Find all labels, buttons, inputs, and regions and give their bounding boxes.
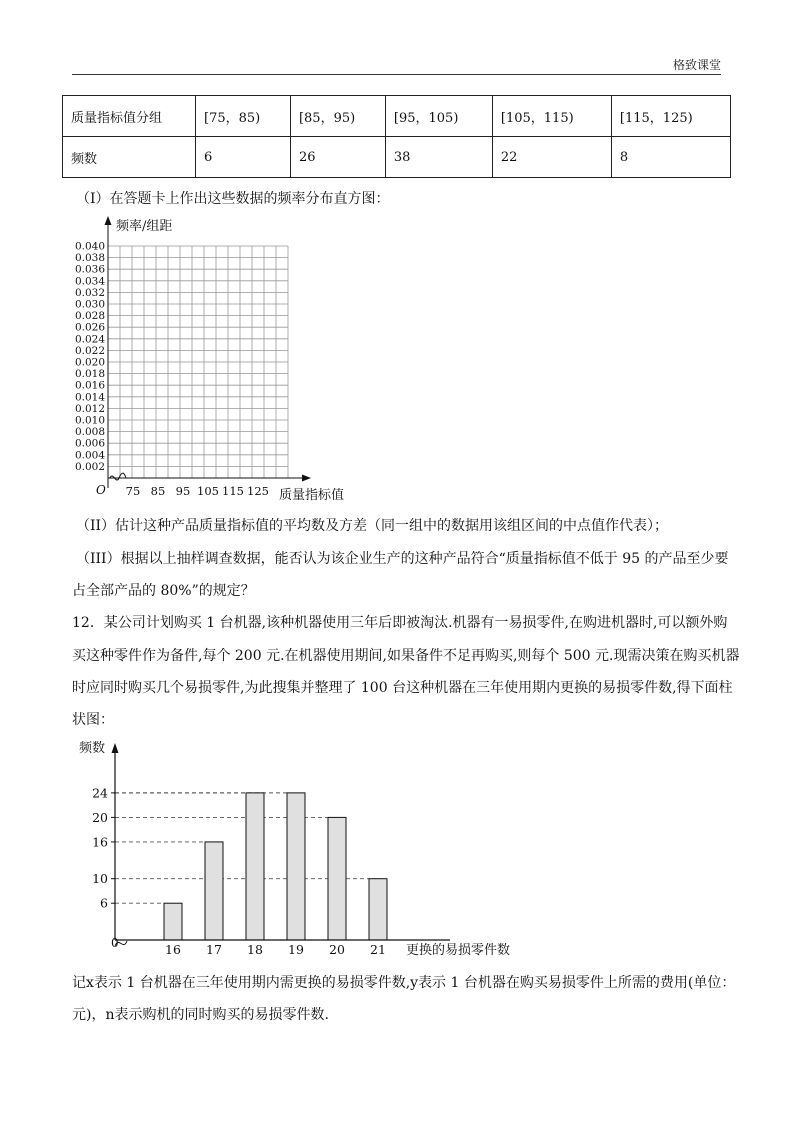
bars <box>164 793 387 940</box>
y-tick-label: 0.034 <box>74 275 105 288</box>
y-axis-arrow <box>112 743 119 753</box>
x-tick-labels <box>126 484 269 498</box>
table-row <box>63 137 731 178</box>
x-tick-label: 115 <box>222 484 244 498</box>
x-axis-label: 更换的易损零件数 <box>406 943 511 958</box>
y-tick-label: 0.038 <box>74 252 105 265</box>
y-tick-label: 0.004 <box>74 449 105 462</box>
axis-break-mark <box>110 473 126 480</box>
header-brand: 格致课堂 <box>672 58 721 72</box>
x-tick-label: 75 <box>125 484 141 498</box>
grid <box>108 246 288 478</box>
y-tick-labels <box>75 241 105 473</box>
y-axis-label: 频率/组距 <box>116 219 173 234</box>
origin-label: O <box>96 483 106 497</box>
footer-text-line1: 记x表示 1 台机器在三年使用期内需更换的易损零件数,y表示 1 台机器在购买易损零件上所需的费用(单位： <box>72 975 736 991</box>
q12-text-line4: 状图： <box>72 712 114 728</box>
x-tick-label: 20 <box>329 942 345 957</box>
y-tick-label: 0.020 <box>74 356 105 369</box>
table-row <box>63 96 731 137</box>
table-cell: [115，125) <box>611 96 730 137</box>
part2-text: （II）估计这种产品质量指标值的平均数及方差（同一组中的数据用该组区间的中点值作代表）； <box>76 518 669 534</box>
y-tick-label: 6 <box>100 895 108 911</box>
y-tick-label: 0.016 <box>74 379 105 392</box>
y-tick-label: 10 <box>92 871 108 887</box>
y-tick-labels <box>92 785 115 910</box>
table-cell: [95，105) <box>385 96 492 137</box>
bar-chart <box>70 732 530 960</box>
bar <box>205 842 223 940</box>
x-axis-arrow <box>302 475 311 482</box>
origin-label: 0 <box>111 936 119 950</box>
x-tick-label: 16 <box>165 942 181 957</box>
part1-text: （I）在答题卡上作出这些数据的频率分布直方图： <box>76 191 390 207</box>
table-cell: 6 <box>196 137 291 178</box>
y-tick-label: 0.002 <box>74 460 105 473</box>
x-tick-label: 125 <box>247 484 269 498</box>
y-tick-label: 0.036 <box>74 263 105 276</box>
bar <box>246 793 264 940</box>
bar <box>369 879 387 940</box>
table-cell: 26 <box>290 137 385 178</box>
y-tick-label: 0.018 <box>74 368 105 381</box>
y-tick-label: 0.030 <box>74 298 105 311</box>
y-tick-label: 0.014 <box>74 391 105 404</box>
table-cell: 38 <box>385 137 492 178</box>
header-rule <box>72 74 721 75</box>
y-tick-label: 0.022 <box>74 344 105 357</box>
x-tick-label: 105 <box>197 484 219 498</box>
q12-text-line2: 买这种零件作为备件,每个 200 元.在机器使用期间,如果备件不足再购买,则每个 500 元.现需决策在购买机器 <box>72 648 740 664</box>
q12-text-line1: 12．某公司计划购买 1 台机器,该种机器使用三年后即被淘汰.机器有一易损零件,在购进机器时,可以额外购 <box>72 615 728 631</box>
bar <box>164 903 182 940</box>
y-tick-label: 0.032 <box>74 286 105 299</box>
part3-text-line1: （III）根据以上抽样调查数据，能否认为该企业生产的这种产品符合“质量指标值不低于 95 的产品至少要 <box>76 551 729 567</box>
x-tick-label: 19 <box>288 942 304 957</box>
y-axis-arrow <box>105 216 112 225</box>
q12-text-line3: 时应同时购买几个易损零件,为此搜集并整理了 100 台这种机器在三年使用期内更换的易损零件数,得下面柱 <box>72 680 733 696</box>
table-cell: 8 <box>611 137 730 178</box>
y-tick-label: 20 <box>92 809 108 825</box>
frequency-histogram-grid <box>60 210 360 508</box>
y-tick-label: 0.010 <box>74 414 105 427</box>
bar <box>328 817 346 940</box>
x-tick-label: 17 <box>206 942 222 957</box>
table-cell: 22 <box>492 137 611 178</box>
table-cell: [105，115) <box>492 96 611 137</box>
x-tick-label: 85 <box>150 484 166 498</box>
table-cell: 频数 <box>63 137 196 178</box>
y-axis-label: 频数 <box>79 741 106 756</box>
x-tick-label: 95 <box>175 484 191 498</box>
y-tick-label: 0.040 <box>74 240 105 253</box>
table-cell: [85，95) <box>290 96 385 137</box>
y-tick-label: 0.024 <box>74 333 105 346</box>
x-tick-label: 21 <box>370 942 386 957</box>
y-tick-label: 0.008 <box>74 426 105 439</box>
y-tick-label: 16 <box>92 834 108 850</box>
x-axis-label: 质量指标值 <box>279 488 345 503</box>
frequency-table <box>62 95 731 178</box>
bar <box>287 793 305 940</box>
y-tick-label: 0.006 <box>74 437 105 450</box>
footer-text-line2: 元)，n表示购机的同时购买的易损零件数. <box>72 1007 329 1023</box>
table-cell: 质量指标值分组 <box>63 96 196 137</box>
y-tick-label: 24 <box>92 785 108 801</box>
part3-text-line2: 占全部产品的 80%”的规定？ <box>72 583 255 599</box>
table-cell: [75，85) <box>196 96 291 137</box>
y-tick-label: 0.028 <box>74 310 105 323</box>
x-tick-label: 18 <box>247 942 263 957</box>
y-tick-label: 0.026 <box>74 321 105 334</box>
y-tick-label: 0.012 <box>74 402 105 415</box>
x-tick-labels <box>165 942 386 957</box>
